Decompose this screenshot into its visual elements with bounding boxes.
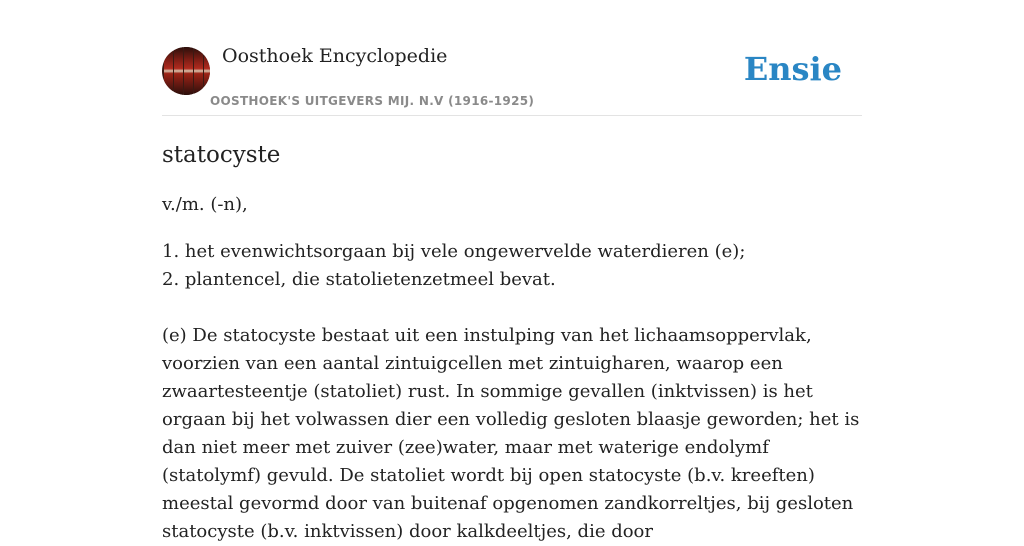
- grammar-info: v./m. (-n),: [162, 194, 248, 215]
- site-title-link[interactable]: Oosthoek Encyclopedie: [222, 45, 448, 67]
- site-header: [162, 0, 862, 116]
- definition-item: 2. plantencel, die statolietenzetmeel bevat.: [162, 269, 556, 290]
- book-spine: [164, 47, 173, 95]
- book-spine: [194, 47, 203, 95]
- book-spine: [184, 47, 193, 95]
- page: [162, 0, 862, 546]
- ensie-logo-link[interactable]: Ensie: [743, 50, 842, 88]
- encyclopedia-avatar-icon[interactable]: [162, 47, 210, 95]
- publisher-subtitle: OOSTHOEK'S UITGEVERS MIJ. N.V (1916-1925): [210, 94, 535, 108]
- entry-body-text: (e) De statocyste bestaat uit een instulping van het lichaamsoppervlak, voorzien van een aantal zintuigcellen met zintuigharen, waarop een zwaartesteentje (statoliet) rust. In sommige gevallen (inktvissen) is het orgaan bij het volwassen dier een volledig gesloten blaasje geworden; het is dan niet meer met zuiver (zee)water, maar met waterige endolymf (statolymf) gevuld. De statoliet wordt bij open statocyste (b.v. kreeften) meestal gevormd door van buitenaf opgenomen zandkorreltjes, bij gesloten statocyste (b.v. inktvissen) door kalkdeeltjes, die door: [162, 325, 860, 542]
- book-spine: [174, 47, 183, 95]
- entry-title: statocyste: [162, 142, 281, 168]
- book-spine: [204, 47, 210, 95]
- definitions-list: [162, 238, 862, 294]
- definition-item: 1. het evenwichtsorgaan bij vele ongewervelde waterdieren (e);: [162, 241, 746, 262]
